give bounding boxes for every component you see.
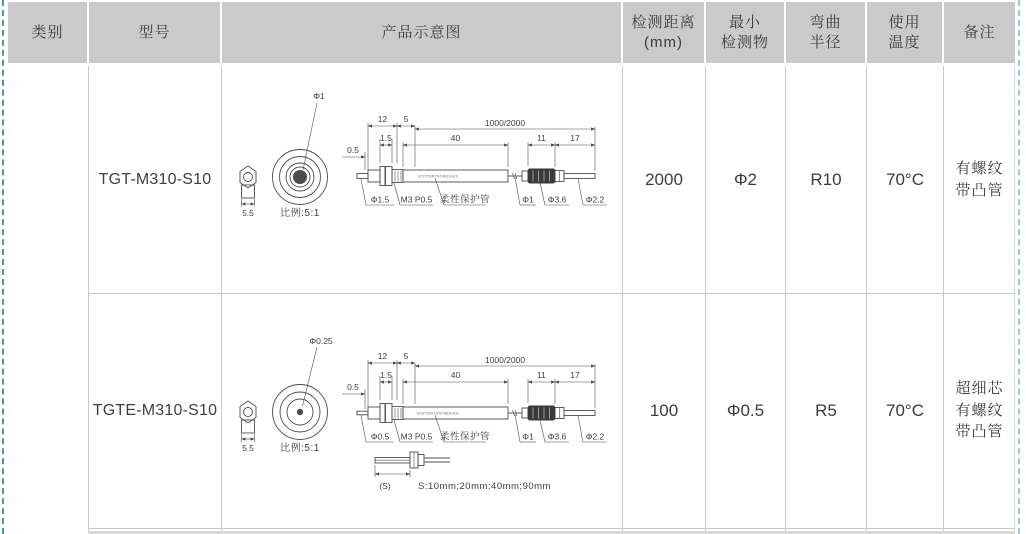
- dim-label: 40: [450, 370, 461, 380]
- sensor-drawing-tgte-m310-s10: [222, 293, 622, 528]
- header-min-object-line2: 检测物: [720, 33, 769, 51]
- scale-label: 比例:5:1: [280, 443, 320, 454]
- grip-dia-label: Φ3.6: [547, 431, 567, 442]
- remark-cell: [944, 66, 1015, 293]
- sleeve-label: 柔性保护管: [439, 431, 491, 443]
- header-bend-line1: 弯曲: [809, 14, 842, 31]
- header-temp-line1: 使用: [888, 14, 921, 31]
- dim-label: 12: [377, 351, 388, 361]
- hex-nut-view: [240, 166, 256, 218]
- tube-print-text: ECOTTER TGT-M310-S10: [418, 174, 458, 179]
- header-temp-line2: 温度: [888, 33, 921, 51]
- grip-dia-label: Φ3.6: [547, 194, 567, 205]
- temperature-cell: 70°C: [886, 400, 924, 420]
- dim-label: 5: [403, 351, 409, 361]
- remark-cell: [944, 293, 1015, 528]
- product-diagram-row1: [222, 66, 622, 293]
- model-cell: TGT-M310-S10: [98, 170, 212, 188]
- dim-label: 1000/2000: [484, 355, 526, 365]
- dim-label: 12: [377, 114, 388, 124]
- min-object-cell: Φ0.5: [726, 400, 765, 420]
- dim-label: 11: [537, 133, 546, 143]
- dim-label: 0.5: [347, 145, 359, 155]
- remark-line: 带凸管: [955, 181, 1004, 199]
- header-distance: [623, 2, 704, 63]
- nut-size-label: 5.5: [242, 443, 254, 453]
- fiber-dia-label: Φ1: [522, 194, 534, 205]
- product-diagram-row2: [222, 293, 622, 528]
- header-bend-radius: [786, 2, 865, 63]
- tip-diameter-label: Φ1.5: [370, 194, 390, 205]
- dim-label: 40: [450, 133, 461, 143]
- dim-label: 11: [537, 370, 546, 380]
- header-remark: [944, 2, 1015, 63]
- s-options-label: S:10mm;20mm;40mm;90mm: [418, 481, 551, 492]
- page-border-left: [2, 0, 4, 534]
- sensor-side-view: [342, 114, 607, 206]
- remark-line: 有螺纹: [955, 159, 1004, 177]
- header-bend-line2: 半径: [809, 33, 842, 51]
- header-temperature: [867, 2, 942, 63]
- s-option-view: [375, 452, 551, 492]
- thread-spec-label: M3 P0.5: [400, 194, 433, 205]
- dim-label: 17: [570, 370, 580, 380]
- model-cell: TGTE-M310-S10: [92, 401, 218, 419]
- remark-line: 超细芯: [955, 379, 1004, 397]
- distance-cell: 2000: [645, 169, 683, 189]
- sensor-drawing-tgt-m310-s10: [222, 66, 622, 293]
- table-body: [8, 66, 1015, 534]
- header-distance-line1: 检测距离: [631, 14, 696, 31]
- distance-cell: 100: [649, 400, 679, 420]
- s-dim-label: (S): [379, 481, 391, 491]
- dim-label: 17: [570, 133, 580, 143]
- sleeve-label: 柔性保护管: [439, 194, 491, 206]
- tube-print-text: ECOTTER TGTE-M310-S10: [417, 411, 459, 416]
- dim-label: 1000/2000: [484, 118, 526, 128]
- header-category: [8, 2, 87, 63]
- scale-label: 比例:5:1: [280, 208, 320, 219]
- sensor-side-view: [342, 351, 607, 443]
- header-category-label: 类别: [31, 23, 64, 41]
- fiber-end-view: [273, 91, 328, 219]
- remark-line: 带凸管: [955, 423, 1004, 441]
- table-header: [8, 2, 1015, 63]
- header-diagram: [222, 2, 621, 63]
- thread-spec-label: M3 P0.5: [400, 431, 433, 442]
- tip-diameter-label: Φ0.5: [370, 431, 390, 442]
- header-model: [89, 2, 220, 63]
- row-divider: [88, 528, 1015, 529]
- fiber-dia-label: Φ1: [522, 431, 534, 442]
- remark-line: 有螺纹: [955, 401, 1004, 419]
- cable-dia-label: Φ2.2: [585, 431, 605, 442]
- page-border-right: [1018, 0, 1020, 534]
- header-min-object-line1: 最小: [728, 14, 761, 31]
- header-remark-label: 备注: [963, 23, 996, 41]
- temperature-cell: 70°C: [886, 169, 924, 189]
- fiber-diameter-label: Φ1: [313, 91, 325, 101]
- nut-size-label: 5.5: [242, 208, 254, 218]
- bend-radius-cell: R10: [810, 169, 842, 189]
- dim-label: 1.5: [380, 370, 392, 380]
- header-diagram-label: 产品示意图: [381, 23, 462, 41]
- fiber-diameter-label: Φ0.25: [309, 336, 333, 346]
- header-distance-line2: (mm): [644, 33, 683, 51]
- min-object-cell: Φ2: [733, 169, 758, 189]
- hex-nut-view: [240, 401, 256, 453]
- dim-label: 5: [403, 114, 409, 124]
- dim-label: 0.5: [347, 382, 359, 392]
- cable-dia-label: Φ2.2: [585, 194, 605, 205]
- fiber-end-view: [273, 336, 333, 454]
- dim-label: 1.5: [380, 133, 392, 143]
- header-min-object: [706, 2, 784, 63]
- header-model-label: 型号: [138, 23, 171, 41]
- bend-radius-cell: R5: [815, 400, 837, 420]
